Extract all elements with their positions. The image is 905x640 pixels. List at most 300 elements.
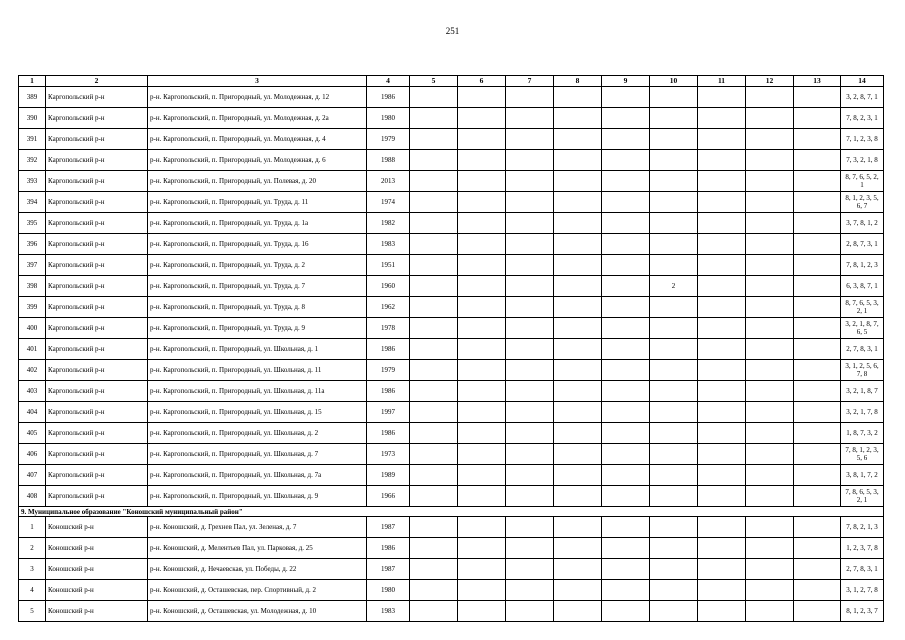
column-10-cell bbox=[650, 486, 698, 507]
column-12-cell bbox=[746, 360, 794, 381]
column-11-cell bbox=[698, 150, 746, 171]
column-6-cell bbox=[458, 213, 506, 234]
column-6-cell bbox=[458, 538, 506, 559]
column-10-cell bbox=[650, 538, 698, 559]
row-number: 1 bbox=[19, 517, 46, 538]
district-cell: Каргопольский р-н bbox=[46, 486, 148, 507]
column-8-cell bbox=[554, 318, 602, 339]
address-cell: р-н. Каргопольский, п. Пригородный, ул. Труда, д. 11 bbox=[148, 192, 367, 213]
address-cell: р-н. Каргопольский, п. Пригородный, ул. Школьная, д. 7а bbox=[148, 465, 367, 486]
column-5-cell bbox=[410, 465, 458, 486]
column-header: 9 bbox=[602, 76, 650, 87]
column-6-cell bbox=[458, 381, 506, 402]
page-number: 251 bbox=[445, 26, 460, 36]
column-13-cell bbox=[794, 360, 841, 381]
district-cell: Каргопольский р-н bbox=[46, 276, 148, 297]
column-7-cell bbox=[506, 129, 554, 150]
column-6-cell bbox=[458, 559, 506, 580]
column-13-cell bbox=[794, 213, 841, 234]
column-header: 12 bbox=[746, 76, 794, 87]
district-cell: Каргопольский р-н bbox=[46, 213, 148, 234]
column-7-cell bbox=[506, 402, 554, 423]
column-13-cell bbox=[794, 318, 841, 339]
column-13-cell bbox=[794, 580, 841, 601]
year-cell: 1979 bbox=[367, 129, 410, 150]
column-5-cell bbox=[410, 318, 458, 339]
codes-cell: 8, 7, 6, 5, 2, 1 bbox=[841, 171, 884, 192]
column-12-cell bbox=[746, 559, 794, 580]
column-13-cell bbox=[794, 87, 841, 108]
table-row bbox=[19, 601, 884, 622]
column-8-cell bbox=[554, 87, 602, 108]
column-10-cell: 2 bbox=[650, 276, 698, 297]
column-10-cell bbox=[650, 339, 698, 360]
column-10-cell bbox=[650, 87, 698, 108]
column-10-cell bbox=[650, 318, 698, 339]
column-9-cell bbox=[602, 423, 650, 444]
table-row bbox=[19, 486, 884, 507]
column-6-cell bbox=[458, 517, 506, 538]
year-cell: 1951 bbox=[367, 255, 410, 276]
column-10-cell bbox=[650, 601, 698, 622]
codes-cell: 7, 8, 1, 2, 3, 5, 6 bbox=[841, 444, 884, 465]
column-10-cell bbox=[650, 381, 698, 402]
district-cell: Коношский р-н bbox=[46, 601, 148, 622]
codes-cell: 2, 7, 8, 3, 1 bbox=[841, 559, 884, 580]
row-number: 391 bbox=[19, 129, 46, 150]
table-row bbox=[19, 339, 884, 360]
year-cell: 1979 bbox=[367, 360, 410, 381]
column-header: 11 bbox=[698, 76, 746, 87]
column-6-cell bbox=[458, 150, 506, 171]
address-cell: р-н. Коношский, д. Мелентьев Пал, ул. Парковая, д. 25 bbox=[148, 538, 367, 559]
column-7-cell bbox=[506, 318, 554, 339]
column-12-cell bbox=[746, 297, 794, 318]
district-cell: Каргопольский р-н bbox=[46, 318, 148, 339]
column-12-cell bbox=[746, 255, 794, 276]
column-5-cell bbox=[410, 486, 458, 507]
row-number: 395 bbox=[19, 213, 46, 234]
column-5-cell bbox=[410, 192, 458, 213]
row-number: 403 bbox=[19, 381, 46, 402]
column-8-cell bbox=[554, 129, 602, 150]
column-header: 4 bbox=[367, 76, 410, 87]
row-number: 396 bbox=[19, 234, 46, 255]
column-6-cell bbox=[458, 339, 506, 360]
column-9-cell bbox=[602, 402, 650, 423]
column-5-cell bbox=[410, 297, 458, 318]
column-13-cell bbox=[794, 381, 841, 402]
column-6-cell bbox=[458, 402, 506, 423]
column-5-cell bbox=[410, 339, 458, 360]
column-8-cell bbox=[554, 192, 602, 213]
column-13-cell bbox=[794, 276, 841, 297]
column-13-cell bbox=[794, 465, 841, 486]
column-8-cell bbox=[554, 423, 602, 444]
year-cell: 1978 bbox=[367, 318, 410, 339]
column-9-cell bbox=[602, 171, 650, 192]
table-body bbox=[19, 87, 884, 622]
column-7-cell bbox=[506, 108, 554, 129]
column-10-cell bbox=[650, 234, 698, 255]
column-7-cell bbox=[506, 87, 554, 108]
codes-cell: 7, 8, 6, 5, 3, 2, 1 bbox=[841, 486, 884, 507]
row-number: 2 bbox=[19, 538, 46, 559]
table-row bbox=[19, 559, 884, 580]
column-header: 2 bbox=[46, 76, 148, 87]
column-5-cell bbox=[410, 213, 458, 234]
column-6-cell bbox=[458, 276, 506, 297]
column-12-cell bbox=[746, 108, 794, 129]
table-row bbox=[19, 234, 884, 255]
column-8-cell bbox=[554, 108, 602, 129]
column-12-cell bbox=[746, 171, 794, 192]
column-9-cell bbox=[602, 486, 650, 507]
column-8-cell bbox=[554, 538, 602, 559]
column-9-cell bbox=[602, 213, 650, 234]
column-5-cell bbox=[410, 559, 458, 580]
year-cell: 1980 bbox=[367, 108, 410, 129]
column-6-cell bbox=[458, 192, 506, 213]
codes-cell: 3, 7, 8, 1, 2 bbox=[841, 213, 884, 234]
codes-cell: 7, 1, 2, 3, 8 bbox=[841, 129, 884, 150]
district-cell: Каргопольский р-н bbox=[46, 234, 148, 255]
column-10-cell bbox=[650, 129, 698, 150]
year-cell: 1986 bbox=[367, 423, 410, 444]
column-8-cell bbox=[554, 297, 602, 318]
column-10-cell bbox=[650, 360, 698, 381]
column-8-cell bbox=[554, 255, 602, 276]
column-7-cell bbox=[506, 423, 554, 444]
district-cell: Коношский р-н bbox=[46, 580, 148, 601]
column-13-cell bbox=[794, 423, 841, 444]
district-cell: Каргопольский р-н bbox=[46, 381, 148, 402]
table-row bbox=[19, 150, 884, 171]
column-7-cell bbox=[506, 255, 554, 276]
column-12-cell bbox=[746, 129, 794, 150]
row-number: 402 bbox=[19, 360, 46, 381]
column-5-cell bbox=[410, 580, 458, 601]
column-9-cell bbox=[602, 538, 650, 559]
register-table bbox=[18, 75, 884, 622]
column-8-cell bbox=[554, 381, 602, 402]
column-13-cell bbox=[794, 108, 841, 129]
address-cell: р-н. Каргопольский, п. Пригородный, ул. Труда, д. 1а bbox=[148, 213, 367, 234]
column-8-cell bbox=[554, 339, 602, 360]
column-12-cell bbox=[746, 150, 794, 171]
column-13-cell bbox=[794, 339, 841, 360]
column-12-cell bbox=[746, 213, 794, 234]
column-header: 1 bbox=[19, 76, 46, 87]
codes-cell: 3, 2, 1, 8, 7 bbox=[841, 381, 884, 402]
column-5-cell bbox=[410, 276, 458, 297]
row-number: 392 bbox=[19, 150, 46, 171]
address-cell: р-н. Каргопольский, п. Пригородный, ул. Школьная, д. 7 bbox=[148, 444, 367, 465]
codes-cell: 7, 8, 2, 3, 1 bbox=[841, 108, 884, 129]
column-11-cell bbox=[698, 87, 746, 108]
column-6-cell bbox=[458, 87, 506, 108]
address-cell: р-н. Коношский, д. Грехнев Пал, ул. Зеленая, д. 7 bbox=[148, 517, 367, 538]
column-13-cell bbox=[794, 150, 841, 171]
column-8-cell bbox=[554, 465, 602, 486]
column-7-cell bbox=[506, 444, 554, 465]
table-row bbox=[19, 580, 884, 601]
column-header: 14 bbox=[841, 76, 884, 87]
address-cell: р-н. Каргопольский, п. Пригородный, ул. Труда, д. 2 bbox=[148, 255, 367, 276]
year-cell: 1986 bbox=[367, 339, 410, 360]
column-9-cell bbox=[602, 150, 650, 171]
column-13-cell bbox=[794, 486, 841, 507]
column-12-cell bbox=[746, 192, 794, 213]
row-number: 405 bbox=[19, 423, 46, 444]
column-10-cell bbox=[650, 171, 698, 192]
column-13-cell bbox=[794, 255, 841, 276]
column-12-cell bbox=[746, 465, 794, 486]
column-11-cell bbox=[698, 255, 746, 276]
column-7-cell bbox=[506, 517, 554, 538]
year-cell: 1982 bbox=[367, 213, 410, 234]
column-12-cell bbox=[746, 234, 794, 255]
codes-cell: 3, 2, 8, 7, 1 bbox=[841, 87, 884, 108]
column-6-cell bbox=[458, 234, 506, 255]
column-9-cell bbox=[602, 339, 650, 360]
year-cell: 1973 bbox=[367, 444, 410, 465]
address-cell: р-н. Каргопольский, п. Пригородный, ул. Школьная, д. 11 bbox=[148, 360, 367, 381]
district-cell: Коношский р-н bbox=[46, 538, 148, 559]
column-9-cell bbox=[602, 108, 650, 129]
column-13-cell bbox=[794, 171, 841, 192]
column-7-cell bbox=[506, 559, 554, 580]
column-6-cell bbox=[458, 255, 506, 276]
column-11-cell bbox=[698, 129, 746, 150]
table-row bbox=[19, 192, 884, 213]
table-row bbox=[19, 108, 884, 129]
district-cell: Каргопольский р-н bbox=[46, 171, 148, 192]
codes-cell: 3, 8, 1, 7, 2 bbox=[841, 465, 884, 486]
row-number: 407 bbox=[19, 465, 46, 486]
column-header: 7 bbox=[506, 76, 554, 87]
codes-cell: 1, 8, 7, 3, 2 bbox=[841, 423, 884, 444]
address-cell: р-н. Каргопольский, п. Пригородный, ул. Школьная, д. 9 bbox=[148, 486, 367, 507]
column-5-cell bbox=[410, 150, 458, 171]
column-11-cell bbox=[698, 580, 746, 601]
column-7-cell bbox=[506, 486, 554, 507]
codes-cell: 7, 8, 1, 2, 3 bbox=[841, 255, 884, 276]
address-cell: р-н. Каргопольский, п. Пригородный, ул. Полевая, д. 20 bbox=[148, 171, 367, 192]
codes-cell: 2, 7, 8, 3, 1 bbox=[841, 339, 884, 360]
column-11-cell bbox=[698, 192, 746, 213]
codes-cell: 2, 8, 7, 3, 1 bbox=[841, 234, 884, 255]
column-8-cell bbox=[554, 444, 602, 465]
year-cell: 2013 bbox=[367, 171, 410, 192]
column-12-cell bbox=[746, 486, 794, 507]
column-12-cell bbox=[746, 87, 794, 108]
column-11-cell bbox=[698, 517, 746, 538]
column-11-cell bbox=[698, 297, 746, 318]
column-7-cell bbox=[506, 360, 554, 381]
column-5-cell bbox=[410, 171, 458, 192]
column-11-cell bbox=[698, 276, 746, 297]
table-row bbox=[19, 276, 884, 297]
column-7-cell bbox=[506, 276, 554, 297]
column-7-cell bbox=[506, 465, 554, 486]
column-12-cell bbox=[746, 318, 794, 339]
column-5-cell bbox=[410, 402, 458, 423]
row-number: 5 bbox=[19, 601, 46, 622]
column-12-cell bbox=[746, 381, 794, 402]
column-9-cell bbox=[602, 255, 650, 276]
table-row bbox=[19, 318, 884, 339]
column-5-cell bbox=[410, 381, 458, 402]
column-11-cell bbox=[698, 108, 746, 129]
column-8-cell bbox=[554, 360, 602, 381]
year-cell: 1960 bbox=[367, 276, 410, 297]
row-number: 389 bbox=[19, 87, 46, 108]
section-title: 9. Муниципальное образование "Коношский муниципальный район" bbox=[19, 507, 884, 517]
column-header: 5 bbox=[410, 76, 458, 87]
column-9-cell bbox=[602, 87, 650, 108]
column-13-cell bbox=[794, 192, 841, 213]
column-7-cell bbox=[506, 580, 554, 601]
column-13-cell bbox=[794, 297, 841, 318]
district-cell: Каргопольский р-н bbox=[46, 465, 148, 486]
address-cell: р-н. Каргопольский, п. Пригородный, ул. Школьная, д. 1 bbox=[148, 339, 367, 360]
column-9-cell bbox=[602, 297, 650, 318]
column-7-cell bbox=[506, 339, 554, 360]
district-cell: Каргопольский р-н bbox=[46, 129, 148, 150]
column-5-cell bbox=[410, 538, 458, 559]
column-12-cell bbox=[746, 423, 794, 444]
column-13-cell bbox=[794, 444, 841, 465]
column-10-cell bbox=[650, 108, 698, 129]
year-cell: 1974 bbox=[367, 192, 410, 213]
table-row bbox=[19, 423, 884, 444]
column-5-cell bbox=[410, 517, 458, 538]
column-8-cell bbox=[554, 486, 602, 507]
district-cell: Каргопольский р-н bbox=[46, 339, 148, 360]
codes-cell: 7, 3, 2, 1, 8 bbox=[841, 150, 884, 171]
address-cell: р-н. Каргопольский, п. Пригородный, ул. Школьная, д. 11а bbox=[148, 381, 367, 402]
address-cell: р-н. Каргопольский, п. Пригородный, ул. Труда, д. 9 bbox=[148, 318, 367, 339]
column-11-cell bbox=[698, 171, 746, 192]
column-5-cell bbox=[410, 444, 458, 465]
column-9-cell bbox=[602, 465, 650, 486]
column-9-cell bbox=[602, 559, 650, 580]
column-7-cell bbox=[506, 150, 554, 171]
table-row bbox=[19, 213, 884, 234]
column-9-cell bbox=[602, 234, 650, 255]
row-number: 406 bbox=[19, 444, 46, 465]
column-8-cell bbox=[554, 559, 602, 580]
column-7-cell bbox=[506, 381, 554, 402]
table-row bbox=[19, 402, 884, 423]
column-10-cell bbox=[650, 423, 698, 444]
row-number: 404 bbox=[19, 402, 46, 423]
column-12-cell bbox=[746, 517, 794, 538]
district-cell: Каргопольский р-н bbox=[46, 150, 148, 171]
column-header: 10 bbox=[650, 76, 698, 87]
codes-cell: 1, 2, 3, 7, 8 bbox=[841, 538, 884, 559]
column-13-cell bbox=[794, 234, 841, 255]
column-8-cell bbox=[554, 580, 602, 601]
row-number: 3 bbox=[19, 559, 46, 580]
row-number: 401 bbox=[19, 339, 46, 360]
column-6-cell bbox=[458, 129, 506, 150]
year-cell: 1983 bbox=[367, 234, 410, 255]
column-5-cell bbox=[410, 129, 458, 150]
year-cell: 1997 bbox=[367, 402, 410, 423]
year-cell: 1987 bbox=[367, 559, 410, 580]
column-6-cell bbox=[458, 171, 506, 192]
column-header: 8 bbox=[554, 76, 602, 87]
column-6-cell bbox=[458, 444, 506, 465]
column-8-cell bbox=[554, 171, 602, 192]
year-cell: 1980 bbox=[367, 580, 410, 601]
column-13-cell bbox=[794, 538, 841, 559]
table-row bbox=[19, 465, 884, 486]
district-cell: Каргопольский р-н bbox=[46, 360, 148, 381]
address-cell: р-н. Каргопольский, п. Пригородный, ул. Школьная, д. 2 bbox=[148, 423, 367, 444]
column-6-cell bbox=[458, 360, 506, 381]
column-5-cell bbox=[410, 255, 458, 276]
column-10-cell bbox=[650, 444, 698, 465]
column-5-cell bbox=[410, 360, 458, 381]
column-8-cell bbox=[554, 276, 602, 297]
column-header: 13 bbox=[794, 76, 841, 87]
district-cell: Каргопольский р-н bbox=[46, 87, 148, 108]
column-5-cell bbox=[410, 87, 458, 108]
table-row bbox=[19, 517, 884, 538]
table-row bbox=[19, 444, 884, 465]
codes-cell: 6, 3, 8, 7, 1 bbox=[841, 276, 884, 297]
column-header: 3 bbox=[148, 76, 367, 87]
address-cell: р-н. Каргопольский, п. Пригородный, ул. Труда, д. 8 bbox=[148, 297, 367, 318]
column-5-cell bbox=[410, 601, 458, 622]
column-6-cell bbox=[458, 580, 506, 601]
column-13-cell bbox=[794, 517, 841, 538]
codes-cell: 3, 2, 1, 8, 7, 6, 5 bbox=[841, 318, 884, 339]
row-number: 408 bbox=[19, 486, 46, 507]
column-11-cell bbox=[698, 318, 746, 339]
column-11-cell bbox=[698, 465, 746, 486]
column-6-cell bbox=[458, 423, 506, 444]
column-8-cell bbox=[554, 601, 602, 622]
address-cell: р-н. Каргопольский, п. Пригородный, ул. Молодежная, д. 2а bbox=[148, 108, 367, 129]
district-cell: Каргопольский р-н bbox=[46, 402, 148, 423]
column-10-cell bbox=[650, 255, 698, 276]
column-10-cell bbox=[650, 213, 698, 234]
column-12-cell bbox=[746, 276, 794, 297]
row-number: 400 bbox=[19, 318, 46, 339]
column-9-cell bbox=[602, 360, 650, 381]
codes-cell: 3, 1, 2, 5, 6, 7, 8 bbox=[841, 360, 884, 381]
district-cell: Каргопольский р-н bbox=[46, 297, 148, 318]
column-8-cell bbox=[554, 402, 602, 423]
district-cell: Каргопольский р-н bbox=[46, 192, 148, 213]
address-cell: р-н. Коношский, д. Нечаевская, ул. Победы, д. 22 bbox=[148, 559, 367, 580]
address-cell: р-н. Каргопольский, п. Пригородный, ул. Молодежная, д. 6 bbox=[148, 150, 367, 171]
table-row bbox=[19, 297, 884, 318]
column-11-cell bbox=[698, 559, 746, 580]
column-10-cell bbox=[650, 402, 698, 423]
year-cell: 1989 bbox=[367, 465, 410, 486]
codes-cell: 8, 7, 6, 5, 3, 2, 1 bbox=[841, 297, 884, 318]
column-8-cell bbox=[554, 517, 602, 538]
column-7-cell bbox=[506, 171, 554, 192]
column-11-cell bbox=[698, 381, 746, 402]
column-13-cell bbox=[794, 402, 841, 423]
column-12-cell bbox=[746, 339, 794, 360]
